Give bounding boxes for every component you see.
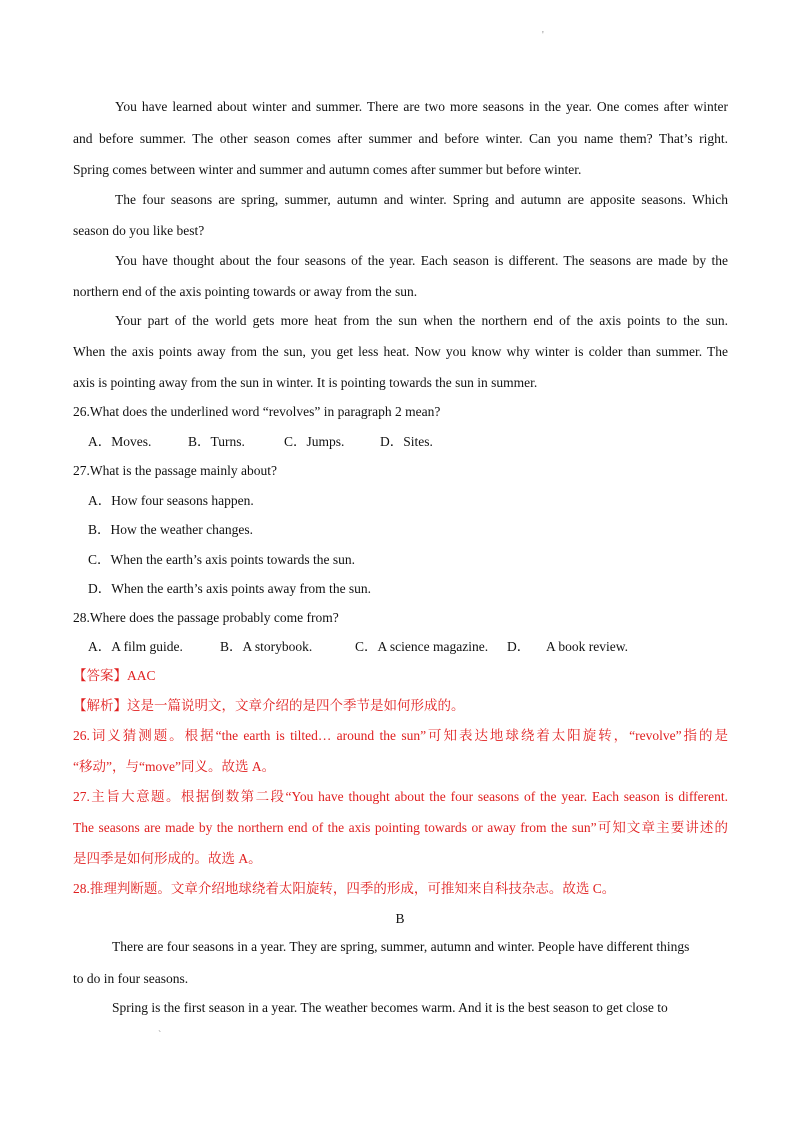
question-27-option-c: C．When the earth’s axis points towards the sun.: [88, 552, 355, 567]
passage-line: When the axis points away from the sun, you get less heat. Now you know why winter is colder than summer. The: [73, 344, 728, 359]
analysis-27: The seasons are made by the northern end of the axis pointing towards or away from the sun”可知文章主要讲述的: [73, 820, 728, 835]
question-28: 28.Where does the passage probably come from?: [73, 610, 339, 625]
answer-line: 【答案】AAC: [73, 668, 156, 683]
option-c: C．A science magazine.: [355, 639, 489, 654]
analysis-27: 是四季是如何形成的。故选 A。: [73, 851, 262, 866]
passage-line: season do you like best?: [73, 223, 205, 238]
passage-line: You have learned about winter and summer. There are two more seasons in the year. One comes after winter: [115, 99, 728, 114]
option-d-text: A book review.: [546, 639, 628, 654]
option-a: A．A film guide.: [88, 639, 183, 654]
option-b: B．Turns.: [188, 434, 245, 449]
passage-line: northern end of the axis pointing towards or away from the sun.: [73, 284, 418, 299]
question-27-option-d: D．When the earth’s axis points away from the sun.: [88, 581, 372, 596]
option-b: B．A storybook.: [220, 639, 313, 654]
passage-line: You have thought about the four seasons of the year. Each season is different. The seasons are made by the: [115, 253, 728, 268]
option-c: C．Jumps.: [284, 434, 345, 449]
top-mark: ': [542, 30, 544, 41]
passage-line: Spring is the first season in a year. The weather becomes warm. And it is the best season to get close to: [112, 1000, 668, 1015]
passage-line: to do in four seasons.: [73, 971, 189, 986]
analysis-26: 26.词义猜测题。根据“the earth is tilted… around the sun”可知表达地球绕着太阳旋转，“revolve”指的是: [73, 728, 728, 743]
question-27: 27.What is the passage mainly about?: [73, 463, 277, 478]
question-26-options: [88, 432, 743, 452]
analysis-26: “移动”，与“move”同义。故选 A。: [73, 759, 276, 774]
passage-line: axis is pointing away from the sun in winter. It is pointing towards the sun in summer.: [73, 375, 538, 390]
option-a: A．Moves.: [88, 434, 152, 449]
option-d: D．Sites.: [380, 434, 433, 449]
question-28-options: [88, 637, 743, 657]
analysis-28: 28.推理判断题。文章介绍地球绕着太阳旋转，四季的形成，可推知来自科技杂志。故选 C。: [73, 881, 616, 896]
passage-line: and before summer. The other season comes after summer and before winter. Can you name them? That’s right.: [73, 131, 728, 146]
passage-line: Your part of the world gets more heat from the sun when the northern end of the axis points to the sun.: [115, 313, 728, 328]
analysis-27: 27.主旨大意题。根据倒数第二段“You have thought about the four seasons of the year. Each season is different.: [73, 789, 728, 804]
passage-line: There are four seasons in a year. They are spring, summer, autumn and winter. People have different things: [112, 939, 690, 954]
analysis-line: 【解析】这是一篇说明文，文章介绍的是四个季节是如何形成的。: [73, 698, 465, 713]
passage-line: The four seasons are spring, summer, autumn and winter. Spring and autumn are apposite seasons. Which: [115, 192, 728, 207]
question-26: 26.What does the underlined word “revolves” in paragraph 2 mean?: [73, 404, 441, 419]
option-d-label: D．: [507, 639, 531, 654]
question-27-option-b: B．How the weather changes.: [88, 522, 253, 537]
bottom-mark: `: [158, 1030, 162, 1041]
section-b-heading: B: [395, 911, 405, 926]
passage-line: Spring comes between winter and summer and autumn comes after summer but before winter.: [73, 162, 582, 177]
question-27-option-a: A．How four seasons happen.: [88, 493, 254, 508]
